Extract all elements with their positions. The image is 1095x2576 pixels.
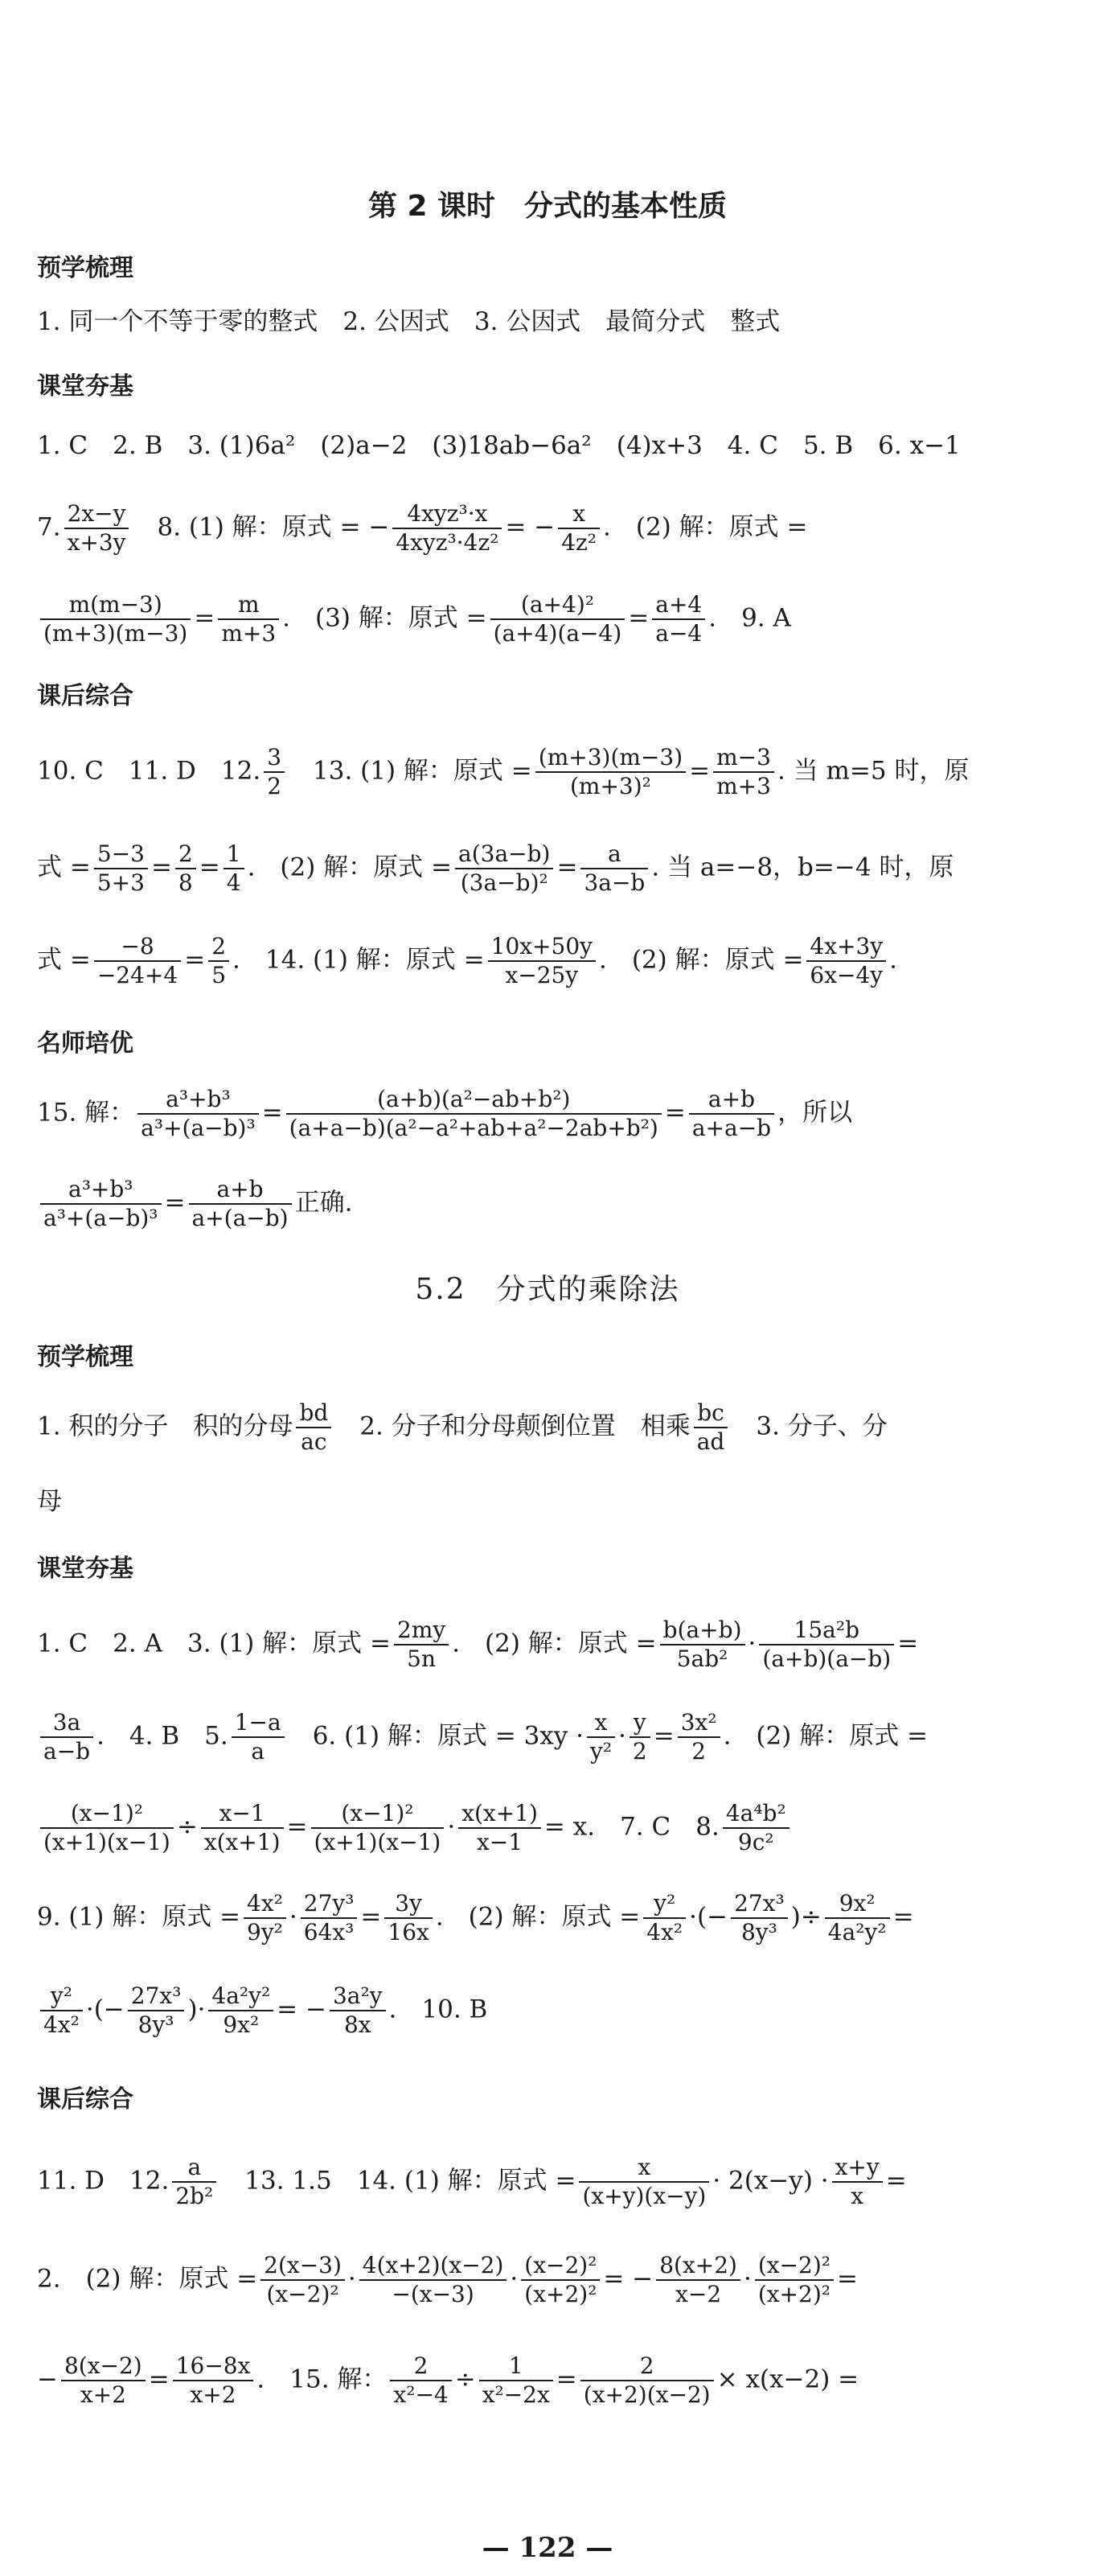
answer-line: 1. 积的分子 积的分母 $\frac{bd}{ac}$ 2. 分子和分母颠倒位置 相乘 $\frac{bc}{ad}$ 3. 分子、分: [37, 1399, 888, 1455]
fraction: $\frac{\text{4xyz³·x}}{\text{4xyz³·4z²}}$: [392, 500, 502, 557]
fraction: $\frac{\text{(a+4)²}}{(a+4)(a-4)}$: [490, 591, 625, 647]
answer-line: 1. C 2. B 3. (1)6a² (2)a−2 (3)18ab−6a² (4)x+3 4. C 5. B 6. x−1: [37, 431, 961, 460]
heading-preview: 预学梳理: [37, 1343, 133, 1371]
fraction: $\frac{16-8x}{x+2}$: [173, 2352, 254, 2409]
fraction: $\frac{\text{4a⁴b²}}{\text{9c²}}$: [723, 1800, 789, 1856]
fraction: $\frac{\text{y²}}{\text{4x²}}$: [643, 1890, 686, 1946]
fraction: $\frac{2my}{5n}$: [394, 1617, 449, 1673]
answer-line: 11. D 12. $\frac{a}{\text{2b²}}$ 13. 1.5 14. (1) 解：原式 = $\frac{x}{(x+y)(x-y)}$ · 2(x−y) · $\frac{x+y}{x}$ =: [37, 2154, 907, 2209]
fraction: $\frac{3}{2}$: [264, 744, 285, 800]
fraction: $\frac{bc}{ad}$: [694, 1399, 728, 1456]
fraction: $\frac{3a}{a-b}$: [40, 1709, 93, 1765]
fraction: $\frac{\text{27x³}}{\text{8y³}}$: [128, 1982, 185, 2039]
answer-line: $\frac{3a}{a-b}$ . 4. B 5. $\frac{1-a}{a}$ 6. (1) 解：原式 = 3xy · $\frac{x}{\text{y²}}$ · $\frac{y}{2}$ = $\frac{\text{3x²}}{2}$ . (2) 解：原式 =: [37, 1709, 1063, 1765]
fraction: $\frac{8(x-2)}{x+2}$: [61, 2352, 146, 2409]
fraction: $\frac{2}{\text{x²−4}}$: [390, 2352, 451, 2409]
fraction: $\frac{\text{y²}}{\text{4x²}}$: [40, 1982, 83, 2039]
fraction: $\frac{\text{3x²}}{2}$: [678, 1709, 720, 1765]
answer-line: 式 = $\frac{5-3}{5+3}$ = $\frac{2}{8}$ = $\frac{1}{4}$ . (2) 解：原式 = $\frac{a(3a-b)}{\text{(3a−b)²}}$ = $\frac{a}{3a-b}$ . 当 a=−8，b=−4 时，原: [37, 840, 954, 896]
answer-line: $\frac{\text{a³+b³}}{\text{a³+(a−b)³}}$ = $\frac{a+b}{a+(a-b)}$ 正确.: [37, 1176, 1063, 1232]
fraction: $\frac{5-3}{5+3}$: [94, 840, 148, 897]
fraction: $\frac{m-3}{m+3}$: [713, 744, 774, 800]
heading-classwork: 课堂夯基: [37, 372, 133, 401]
fraction: $\frac{b(a+b)}{\text{5ab²}}$: [660, 1617, 745, 1673]
heading-after-class: 课后综合: [37, 2085, 133, 2114]
fraction: $\frac{2(x-3)}{\text{(x−2)²}}$: [260, 2252, 345, 2308]
fraction: $\frac{8(x+2)}{x-2}$: [656, 2252, 740, 2308]
answer-line: 15. 解： $\frac{\text{a³+b³}}{\text{a³+(a−b)³}}$ = $\frac{\text{(a+b)(a²−ab+b²)}}{\text{(a+a−b)(a²−a²+ab+a²−2ab+b²)}}$ = $\frac{a+b}{a+a-b}$ ，所以: [37, 1086, 853, 1141]
fraction: $\frac{bd}{ac}$: [296, 1399, 331, 1456]
answer-line: 7. $\frac{2x-y}{x+3y}$ 8. (1) 解：原式 = − $\frac{\text{4xyz³·x}}{\text{4xyz³·4z²}}$ = − $\frac{x}{\text{4z²}}$ . (2) 解：原式 =: [37, 500, 808, 556]
fraction: $\frac{a+b}{a+a-b}$: [689, 1086, 774, 1142]
fraction: $\frac{\text{27x³}}{\text{8y³}}$: [731, 1890, 788, 1946]
fraction: $\frac{\text{(x−2)²}}{\text{(x+2)²}}$: [521, 2252, 600, 2308]
section-title: 5.2 分式的乘除法: [415, 1273, 680, 1306]
answer-line: 10. C 11. D 12. $\frac{3}{2}$ 13. (1) 解：原式 = $\frac{(m+3)(m-3)}{\text{(m+3)²}}$ = $\frac{m-3}{m+3}$ . 当 m=5 时，原: [37, 744, 970, 799]
fraction: $\frac{m(m-3)}{(m+3)(m-3)}$: [40, 591, 191, 647]
fraction: $\frac{\text{(x−2)²}}{\text{(x+2)²}}$: [755, 2252, 834, 2308]
fraction: $\frac{1}{\text{x²−2x}}$: [479, 2352, 553, 2409]
fraction: $\frac{a+4}{a-4}$: [652, 591, 705, 647]
heading-after-class: 课后综合: [37, 682, 133, 710]
fraction: $\frac{10x+50y}{x-25y}$: [488, 933, 596, 989]
fraction: $\frac{x}{\text{4z²}}$: [558, 500, 600, 557]
fraction: $\frac{\text{15a²b}}{(a+b)(a-b)}$: [759, 1617, 894, 1673]
answer-line: $\frac{m(m-3)}{(m+3)(m-3)}$ = $\frac{m}{m+3}$ . (3) 解：原式 = $\frac{\text{(a+4)²}}{(a+4)(a-4)}$ = $\frac{a+4}{a-4}$ . 9. A: [37, 591, 1063, 647]
fraction: $\frac{x-1}{x(x+1)}$: [201, 1800, 284, 1856]
answer-line: $\frac{\text{(x−1)²}}{(x+1)(x-1)}$ ÷ $\frac{x-1}{x(x+1)}$ = $\frac{\text{(x−1)²}}{(x+1)(x-1)}$ · $\frac{x(x+1)}{x-1}$ = x. 7. C 8. $\frac{\text{4a⁴b²}}{\text{9c²}}$: [37, 1800, 1063, 1856]
heading-classwork: 课堂夯基: [37, 1555, 133, 1583]
fraction: $\frac{4x+3y}{6x-4y}$: [806, 933, 886, 989]
fraction: $\frac{\text{a³+b³}}{\text{a³+(a−b)³}}$: [137, 1086, 259, 1142]
fraction: $\frac{x(x+1)}{x-1}$: [458, 1800, 541, 1856]
fraction: $\frac{\text{3a²y}}{8x}$: [330, 1982, 386, 2039]
fraction: $\frac{\text{9x²}}{\text{4a²y²}}$: [825, 1890, 890, 1946]
fraction: $\frac{(m+3)(m-3)}{\text{(m+3)²}}$: [535, 744, 686, 800]
fraction: $\frac{\text{(a+b)(a²−ab+b²)}}{\text{(a+a−b)(a²−a²+ab+a²−2ab+b²)}}$: [286, 1086, 662, 1142]
fraction: $\frac{\text{(x−1)²}}{(x+1)(x-1)}$: [311, 1800, 445, 1856]
answer-line: 1. 同一个不等于零的整式 2. 公因式 3. 公因式 最简分式 整式: [37, 307, 781, 336]
fraction: $\frac{1-a}{a}$: [232, 1709, 285, 1765]
page-number: — 122 —: [482, 2532, 613, 2564]
answer-line: − $\frac{8(x-2)}{x+2}$ = $\frac{16-8x}{x+2}$ . 15. 解： $\frac{2}{\text{x²−4}}$ ÷ $\frac{1}{\text{x²−2x}}$ = $\frac{2}{(x+2)(x-2)}$ × x(x−2) =: [37, 2352, 859, 2408]
answer-line: 母: [37, 1487, 62, 1516]
fraction: $\frac{2}{(x+2)(x-2)}$: [580, 2352, 714, 2409]
fraction: $\frac{-8}{-24+4}$: [94, 933, 181, 989]
fraction: $\frac{\text{a³+b³}}{\text{a³+(a−b)³}}$: [40, 1176, 162, 1232]
fraction: $\frac{3y}{16x}$: [384, 1890, 432, 1946]
heading-master: 名师培优: [37, 1029, 133, 1058]
fraction: $\frac{\text{(x−1)²}}{(x+1)(x-1)}$: [40, 1800, 174, 1856]
fraction: $\frac{y}{2}$: [630, 1709, 650, 1765]
answer-line: 9. (1) 解：原式 = $\frac{\text{4x²}}{\text{9y²}}$ · $\frac{\text{27y³}}{\text{64x³}}$ = $\frac{3y}{16x}$ . (2) 解：原式 = $\frac{\text{y²}}{\text{4x²}}$ ·(− $\frac{\text{27x³}}{\text{8y³}}$ )÷ $\frac{\text{9x²}}{\text{4a²y²}}$ =: [37, 1890, 914, 1945]
fraction: $\frac{2x-y}{x+3y}$: [64, 500, 129, 557]
fraction: $\frac{a}{\text{2b²}}$: [172, 2154, 216, 2210]
fraction: $\frac{\text{4a²y²}}{\text{9x²}}$: [208, 1982, 273, 2039]
fraction: $\frac{x}{(x+y)(x-y)}$: [579, 2154, 709, 2210]
fraction: $\frac{4(x+2)(x-2)}{-(x-3)}$: [359, 2252, 507, 2308]
fraction: $\frac{1}{4}$: [224, 840, 244, 897]
heading-preview: 预学梳理: [37, 254, 133, 282]
fraction: $\frac{x}{\text{y²}}$: [587, 1709, 615, 1765]
lesson-title: 第 2 课时 分式的基本性质: [367, 190, 728, 223]
answer-line: 式 = $\frac{-8}{-24+4}$ = $\frac{2}{5}$ . 14. (1) 解：原式 = $\frac{10x+50y}{x-25y}$ . (2) 解：原式 = $\frac{4x+3y}{6x-4y}$ .: [37, 933, 897, 988]
answer-line: 2. (2) 解：原式 = $\frac{2(x-3)}{\text{(x−2)²}}$ · $\frac{4(x+2)(x-2)}{-(x-3)}$ · $\frac{\text{(x−2)²}}{\text{(x+2)²}}$ = − $\frac{8(x+2)}{x-2}$ · $\frac{\text{(x−2)²}}{\text{(x+2)²}}$ =: [37, 2252, 858, 2307]
fraction: $\frac{2}{8}$: [175, 840, 196, 897]
fraction: $\frac{a+b}{a+(a-b)}$: [189, 1176, 292, 1232]
fraction: $\frac{x+y}{x}$: [832, 2154, 883, 2210]
fraction: $\frac{2}{5}$: [208, 933, 229, 989]
answer-line: $\frac{\text{y²}}{\text{4x²}}$ ·(− $\frac{\text{27x³}}{\text{8y³}}$ )· $\frac{\text{4a²y²}}{\text{9x²}}$ = − $\frac{\text{3a²y}}{8x}$ . 10. B: [37, 1982, 1063, 2039]
fraction: $\frac{m}{m+3}$: [218, 591, 279, 647]
fraction: $\frac{a}{3a-b}$: [580, 840, 648, 897]
fraction: $\frac{\text{4x²}}{\text{9y²}}$: [244, 1890, 286, 1946]
fraction: $\frac{a(3a-b)}{\text{(3a−b)²}}$: [455, 840, 553, 897]
fraction: $\frac{\text{27y³}}{\text{64x³}}$: [301, 1890, 358, 1946]
answer-line: 1. C 2. A 3. (1) 解：原式 = $\frac{2my}{5n}$ . (2) 解：原式 = $\frac{b(a+b)}{\text{5ab²}}$ · $\frac{\text{15a²b}}{(a+b)(a-b)}$ =: [37, 1617, 919, 1672]
